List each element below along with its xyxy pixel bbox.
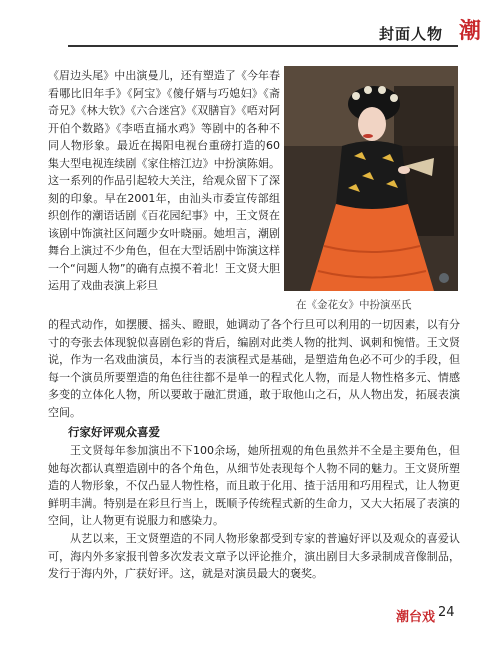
footer-logo: 潮台戏 (396, 610, 436, 625)
performer-illustration (284, 66, 458, 291)
brand-logo: 潮 (458, 19, 481, 44)
body-paragraph-2: 的程式动作，如摆腰、摇头、瞪眼，她调动了各个行旦可以利用的一切因素，以有分寸的夸张去体现貌似喜剧色彩的背后，编剧对此类人物的批判、讽刺和惋惜。王文贤说，作为一名戏曲演员，本行当的表演程式是基础，是塑造角色必不可少的手段，但每一个演员所要塑造的角色往往都不是单一的程式化人物，而是人物性格多元、情感多变的立体化人物，所以要敢于融汇贯通，敢于取他山之石，从人物出发，拓展表演空间。 (48, 318, 460, 419)
header-rule (68, 45, 458, 47)
body-paragraph-1: 《眉边头尾》中出演曼儿，还有塑造了《今年春看哪比旧年手》《阿宝》《傻仔婿与巧媳妇》《斋奇兄》《林大钦》《六合迷宫》《双膳盲》《唔对阿开伯个数路》《李唔直捅水鸡》等剧中的各种不同人物形象。最近在揭阳电视台重磅打造的60集大型电视连续剧《家住榕江边》中扮演陈娟。这一系列的作品引起较大关注，给观众留下了深刻的印象。早在2001年，由汕头市委宣传部组织创作的潮语话剧《百花园纪事》中，王文贤在该剧中饰演社区问题少女叶晓丽。她坦言，潮剧舞台上演过不少角色，但在大型话剧中饰演这样一个“问题人物”的确有点摸不着北！王文贤大胆运用了戏曲表演上彩旦 (48, 69, 280, 292)
section-title: 封面人物 (378, 25, 443, 43)
section-heading: 行家好评观众喜爱 (68, 425, 160, 439)
page-header (0, 0, 495, 66)
body-paragraph-3: 王文贤每年参加演出不下100余场，她所扭观的角色虽然并不全是主要角色，但她每次都认真塑造剧中的各个角色，从细节处表现每个人物不同的魅力。王文贤所塑造的人物形象，不仅凸显人物性格，而且敢于化用、揸于活用和巧用程式，让人物更鲜明丰满。特别是在彩旦行当上，既顺予传统程式新的生命力，又大大拓展了表演的空间，让人物更有说服力和感染力。 (48, 444, 460, 527)
photo-caption: 在《金花女》中扮演巫氏 (296, 299, 412, 311)
performer-photo (284, 66, 458, 291)
body-paragraph-4: 从艺以来，王文贤塑造的不同人物形象都受到专家的普遍好评以及观众的喜爱认可，海内外多家报刊曾多次发表文章予以评论推介，演出剧目大多录制成音像制品，发行于海内外，广获好评。这，就是对演员最大的褒奖。 (48, 532, 460, 580)
page-number: 24 (438, 605, 455, 620)
